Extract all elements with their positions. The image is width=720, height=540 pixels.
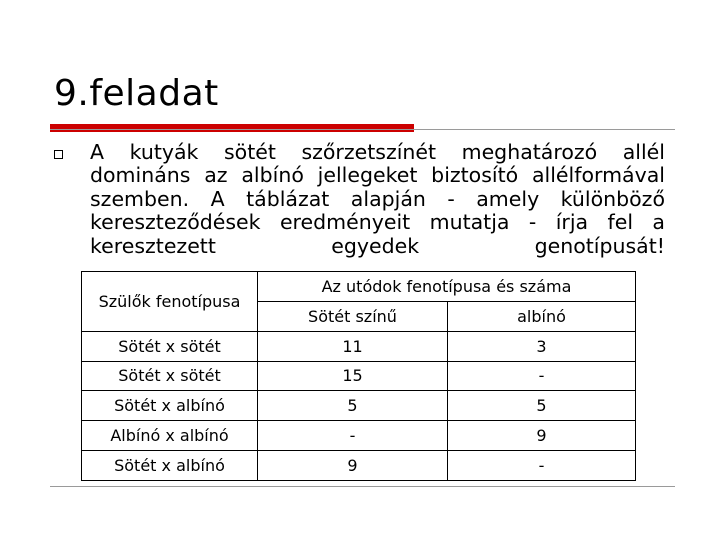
square-bullet-icon (54, 150, 63, 159)
header-albino: albínó (448, 301, 636, 331)
cell-albino: 3 (448, 331, 636, 361)
title-divider (50, 129, 675, 130)
cell-parents: Sötét x sötét (82, 361, 258, 391)
table-header-row (82, 272, 636, 302)
table-row (82, 391, 636, 421)
cell-albino: 5 (448, 391, 636, 421)
header-dark: Sötét színű (258, 301, 448, 331)
cell-parents: Albínó x albínó (82, 421, 258, 451)
cell-dark: 5 (258, 391, 448, 421)
cell-parents: Sötét x albínó (82, 391, 258, 421)
cross-results-table (81, 271, 636, 481)
cell-dark: - (258, 421, 448, 451)
table-row (82, 361, 636, 391)
table-row (82, 331, 636, 361)
cell-albino: - (448, 361, 636, 391)
table-row (82, 421, 636, 451)
bottom-divider (50, 486, 675, 487)
task-paragraph: A kutyák sötét szőrzetszínét meghatározó allél domináns az albínó jellegeket biztosító allélformával szemben. A táblázat alapján - amely különböző kereszteződések eredményeit mutatja - írja fel a keresztezett egyedek genotípusát! (90, 140, 665, 258)
header-parent-label: Szülők fenotípusa (98, 291, 241, 311)
cell-albino: - (448, 451, 636, 481)
cell-parents: Sötét x albínó (82, 451, 258, 481)
cell-dark: 9 (258, 451, 448, 481)
cell-albino: 9 (448, 421, 636, 451)
title-accent-bar (50, 124, 414, 132)
header-parent-phenotype (82, 272, 258, 332)
cell-dark: 15 (258, 361, 448, 391)
cell-parents: Sötét x sötét (82, 331, 258, 361)
slide-title: 9.feladat (54, 73, 219, 114)
cell-dark: 11 (258, 331, 448, 361)
header-offspring (258, 272, 636, 302)
header-offspring-label: Az utódok fenotípusa és száma (321, 276, 572, 296)
table-row (82, 451, 636, 481)
